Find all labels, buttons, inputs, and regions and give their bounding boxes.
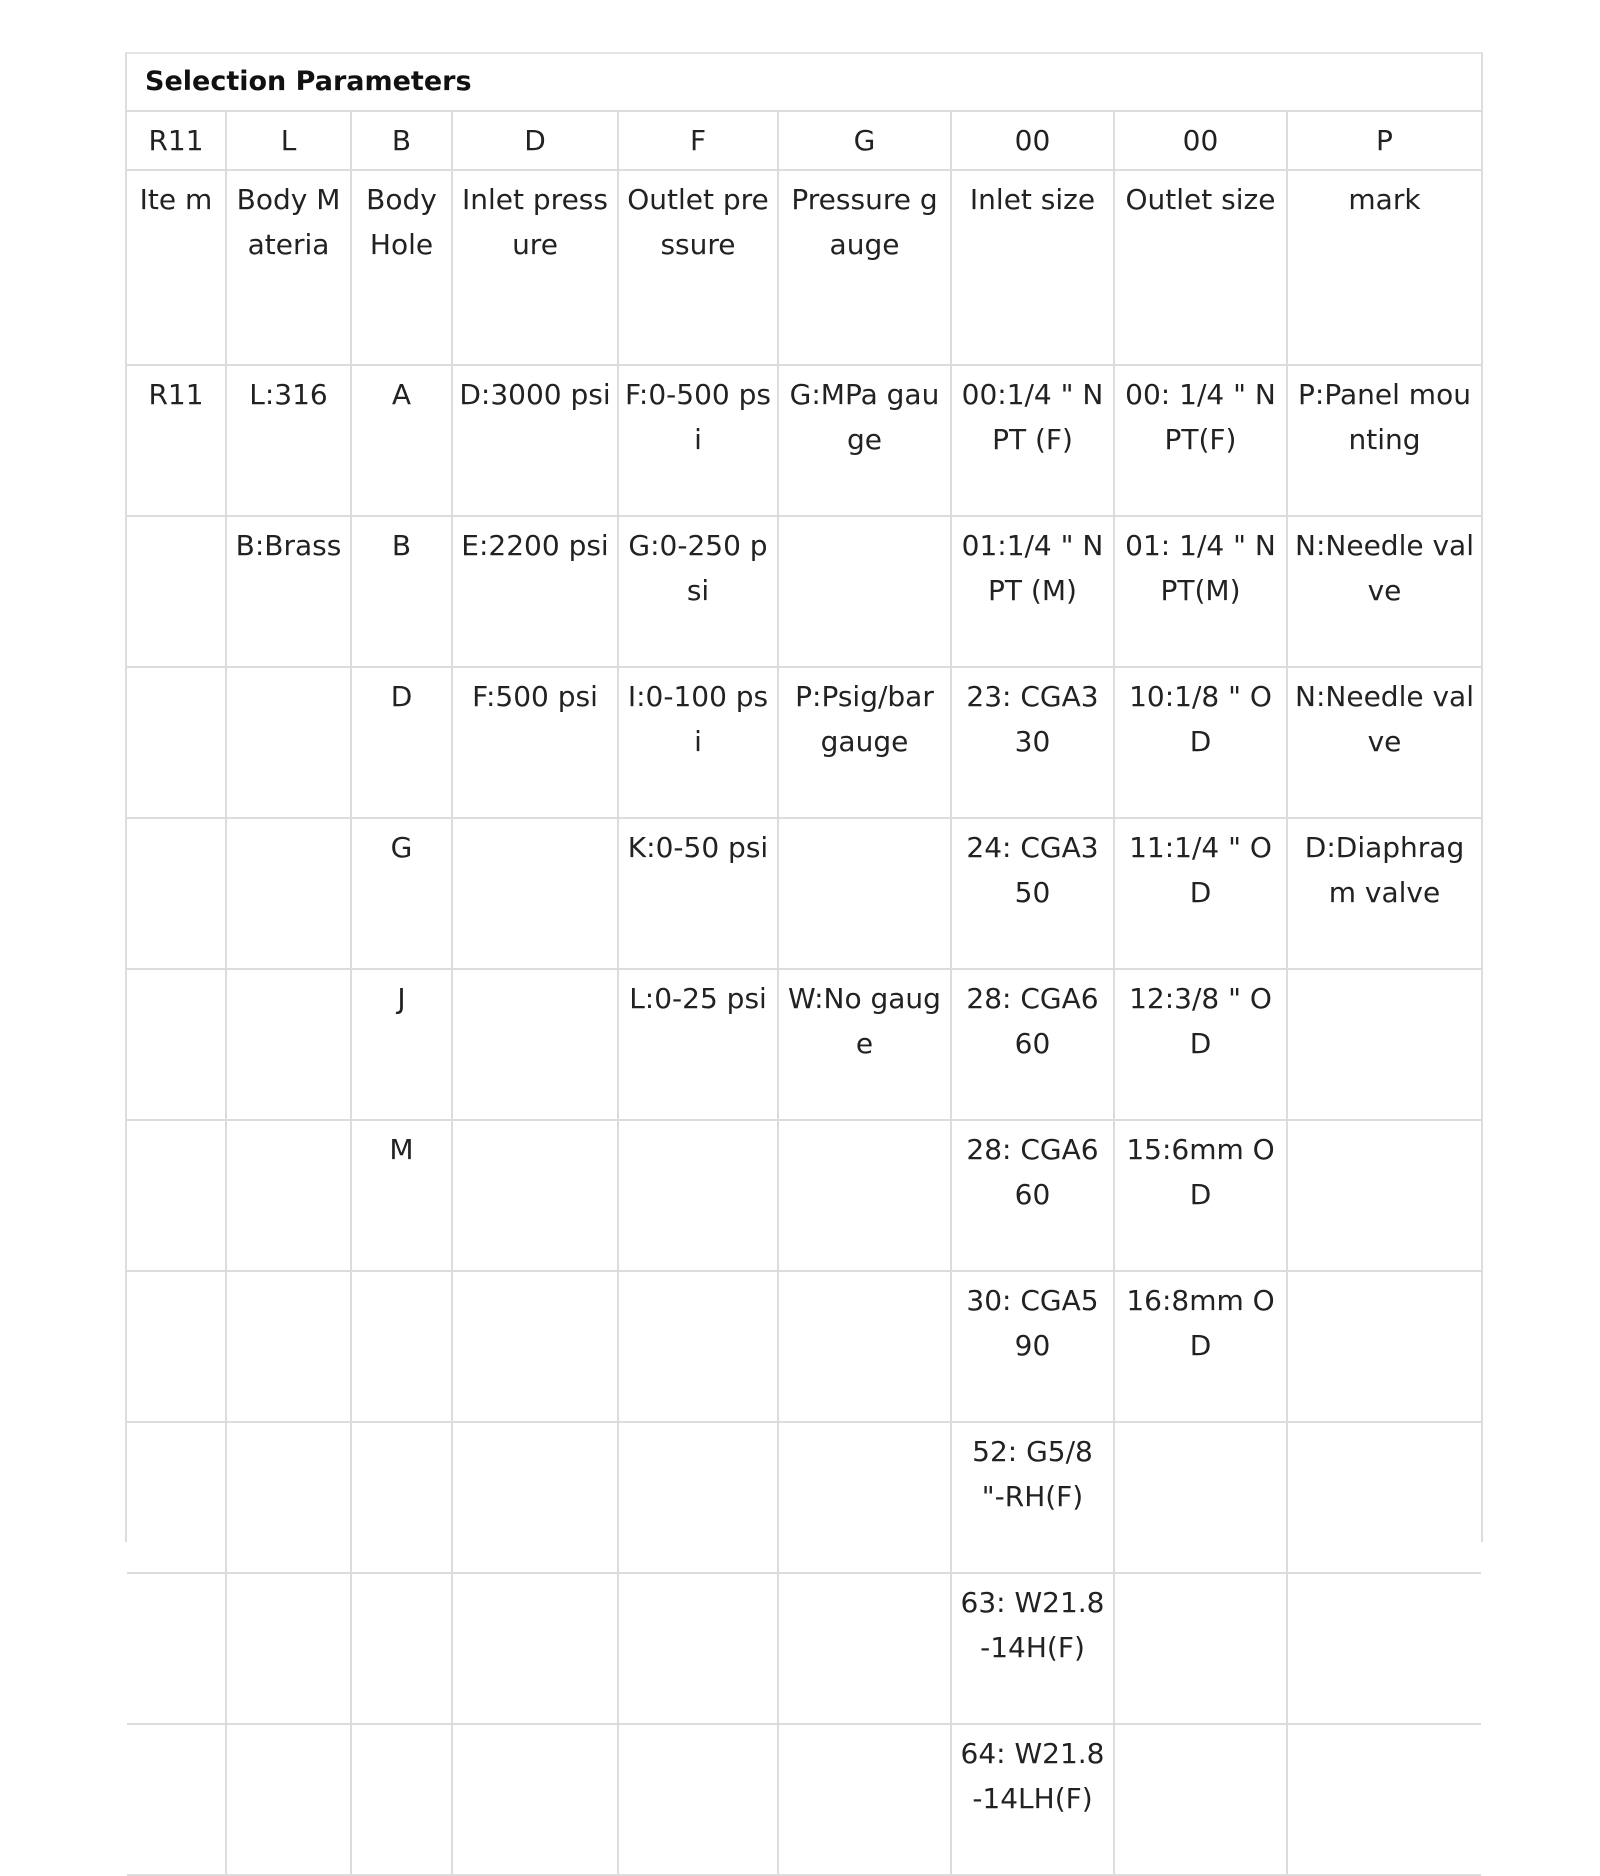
- table-cell: N:Needle valve: [1287, 667, 1481, 818]
- table-title: Selection Parameters: [127, 54, 1481, 112]
- table-cell: [127, 1724, 226, 1875]
- table-cell: [351, 1422, 452, 1573]
- table-cell: P:Psig/bar gauge: [778, 667, 951, 818]
- table-cell: [1287, 1422, 1481, 1573]
- table-row: [127, 1120, 1481, 1271]
- table-cell: I:0-100 psi: [618, 667, 778, 818]
- table-cell: 11:1/4 " OD: [1114, 818, 1287, 969]
- table-cell: 28: CGA660: [951, 969, 1114, 1120]
- table-cell: G: [351, 818, 452, 969]
- table-row: [127, 1573, 1481, 1724]
- table-cell: W:No gauge: [778, 969, 951, 1120]
- table-cell: [778, 1271, 951, 1422]
- table-cell: G:0-250 psi: [618, 516, 778, 667]
- table-cell: [1287, 1573, 1481, 1724]
- table-cell: D: [351, 667, 452, 818]
- table-cell: N:Needle valve: [1287, 516, 1481, 667]
- table-cell: [226, 1120, 351, 1271]
- table-cell: [1114, 1724, 1287, 1875]
- code-cell: L: [226, 112, 351, 170]
- table-cell: 00: 1/4 " NPT(F): [1114, 365, 1287, 516]
- table-cell: K:0-50 psi: [618, 818, 778, 969]
- code-cell: R11: [127, 112, 226, 170]
- label-cell: Outlet pressure: [618, 170, 778, 365]
- table-cell: [226, 1724, 351, 1875]
- table-cell: G:MPa gauge: [778, 365, 951, 516]
- code-cell: B: [351, 112, 452, 170]
- table-cell: E:2200 psi: [452, 516, 618, 667]
- table-cell: D:Diaphragm valve: [1287, 818, 1481, 969]
- code-row: [127, 112, 1481, 170]
- selection-parameters-table: [127, 112, 1481, 1876]
- table-cell: [1114, 1422, 1287, 1573]
- table-cell: [226, 1573, 351, 1724]
- table-row: [127, 818, 1481, 969]
- table-cell: [452, 1271, 618, 1422]
- table-cell: [778, 1573, 951, 1724]
- table-cell: [452, 1120, 618, 1271]
- label-cell: Ite m: [127, 170, 226, 365]
- table-cell: L:316: [226, 365, 351, 516]
- table-cell: B: [351, 516, 452, 667]
- table-cell: 01: 1/4 " NPT(M): [1114, 516, 1287, 667]
- table-cell: [452, 1724, 618, 1875]
- table-cell: 30: CGA590: [951, 1271, 1114, 1422]
- table-cell: [778, 818, 951, 969]
- table-row: [127, 1422, 1481, 1573]
- table-row: [127, 365, 1481, 516]
- code-cell: 00: [951, 112, 1114, 170]
- table-row: [127, 1724, 1481, 1875]
- table-cell: 15:6mm OD: [1114, 1120, 1287, 1271]
- table-cell: 10:1/8 " OD: [1114, 667, 1287, 818]
- table-cell: [127, 1422, 226, 1573]
- table-cell: [127, 818, 226, 969]
- code-cell: 00: [1114, 112, 1287, 170]
- table-row: [127, 516, 1481, 667]
- table-cell: [1114, 1573, 1287, 1724]
- table-cell: J: [351, 969, 452, 1120]
- table-cell: [1287, 1724, 1481, 1875]
- table-cell: [452, 818, 618, 969]
- label-row: [127, 170, 1481, 365]
- table-cell: [226, 667, 351, 818]
- table-cell: [226, 969, 351, 1120]
- label-cell: Inlet size: [951, 170, 1114, 365]
- table-cell: A: [351, 365, 452, 516]
- table-cell: [351, 1573, 452, 1724]
- table-cell: 52: G5/8 "-RH(F): [951, 1422, 1114, 1573]
- selection-parameters-table-frame: [125, 52, 1483, 1815]
- table-cell: 64: W21.8-14LH(F): [951, 1724, 1114, 1875]
- table-cell: D:3000 psi: [452, 365, 618, 516]
- code-cell: P: [1287, 112, 1481, 170]
- table-cell: 01:1/4 " NPT (M): [951, 516, 1114, 667]
- table-cell: P:Panel mounting: [1287, 365, 1481, 516]
- table-cell: [452, 969, 618, 1120]
- code-cell: F: [618, 112, 778, 170]
- table-cell: [452, 1573, 618, 1724]
- table-cell: [778, 1120, 951, 1271]
- table-cell: [127, 1271, 226, 1422]
- label-cell: Pressure gauge: [778, 170, 951, 365]
- table-cell: [618, 1271, 778, 1422]
- table-cell: [618, 1422, 778, 1573]
- table-cell: [351, 1271, 452, 1422]
- table-cell: 23: CGA330: [951, 667, 1114, 818]
- table-cell: M: [351, 1120, 452, 1271]
- code-cell: D: [452, 112, 618, 170]
- table-cell: [1287, 969, 1481, 1120]
- table-cell: [127, 1573, 226, 1724]
- table-cell: R11: [127, 365, 226, 516]
- table-cell: L:0-25 psi: [618, 969, 778, 1120]
- table-cell: [127, 1120, 226, 1271]
- label-cell: Body Hole: [351, 170, 452, 365]
- table-cell: [618, 1120, 778, 1271]
- table-cell: [226, 818, 351, 969]
- table-cell: [778, 1724, 951, 1875]
- table-cell: [351, 1724, 452, 1875]
- label-cell: Inlet pressure: [452, 170, 618, 365]
- table-cell: [127, 516, 226, 667]
- table-row: [127, 667, 1481, 818]
- table-cell: [127, 969, 226, 1120]
- table-cell: [452, 1422, 618, 1573]
- table-cell: [618, 1724, 778, 1875]
- table-cell: 16:8mm OD: [1114, 1271, 1287, 1422]
- table-cell: [226, 1271, 351, 1422]
- table-row: [127, 1271, 1481, 1422]
- table-cell: 00:1/4 " NPT (F): [951, 365, 1114, 516]
- table-cell: [1287, 1271, 1481, 1422]
- table-cell: 63: W21.8-14H(F): [951, 1573, 1114, 1724]
- table-cell: [1287, 1120, 1481, 1271]
- label-cell: Body Materia: [226, 170, 351, 365]
- table-cell: 12:3/8 " OD: [1114, 969, 1287, 1120]
- table-cell: 24: CGA350: [951, 818, 1114, 969]
- table-cell: [127, 667, 226, 818]
- table-cell: [226, 1422, 351, 1573]
- table-row: [127, 969, 1481, 1120]
- label-cell: Outlet size: [1114, 170, 1287, 365]
- label-cell: mark: [1287, 170, 1481, 365]
- table-cell: B:Brass: [226, 516, 351, 667]
- table-cell: [618, 1573, 778, 1724]
- table-cell: F:0-500 psi: [618, 365, 778, 516]
- table-cell: [778, 1422, 951, 1573]
- table-cell: F:500 psi: [452, 667, 618, 818]
- table-cell: 28: CGA660: [951, 1120, 1114, 1271]
- code-cell: G: [778, 112, 951, 170]
- table-cell: [778, 516, 951, 667]
